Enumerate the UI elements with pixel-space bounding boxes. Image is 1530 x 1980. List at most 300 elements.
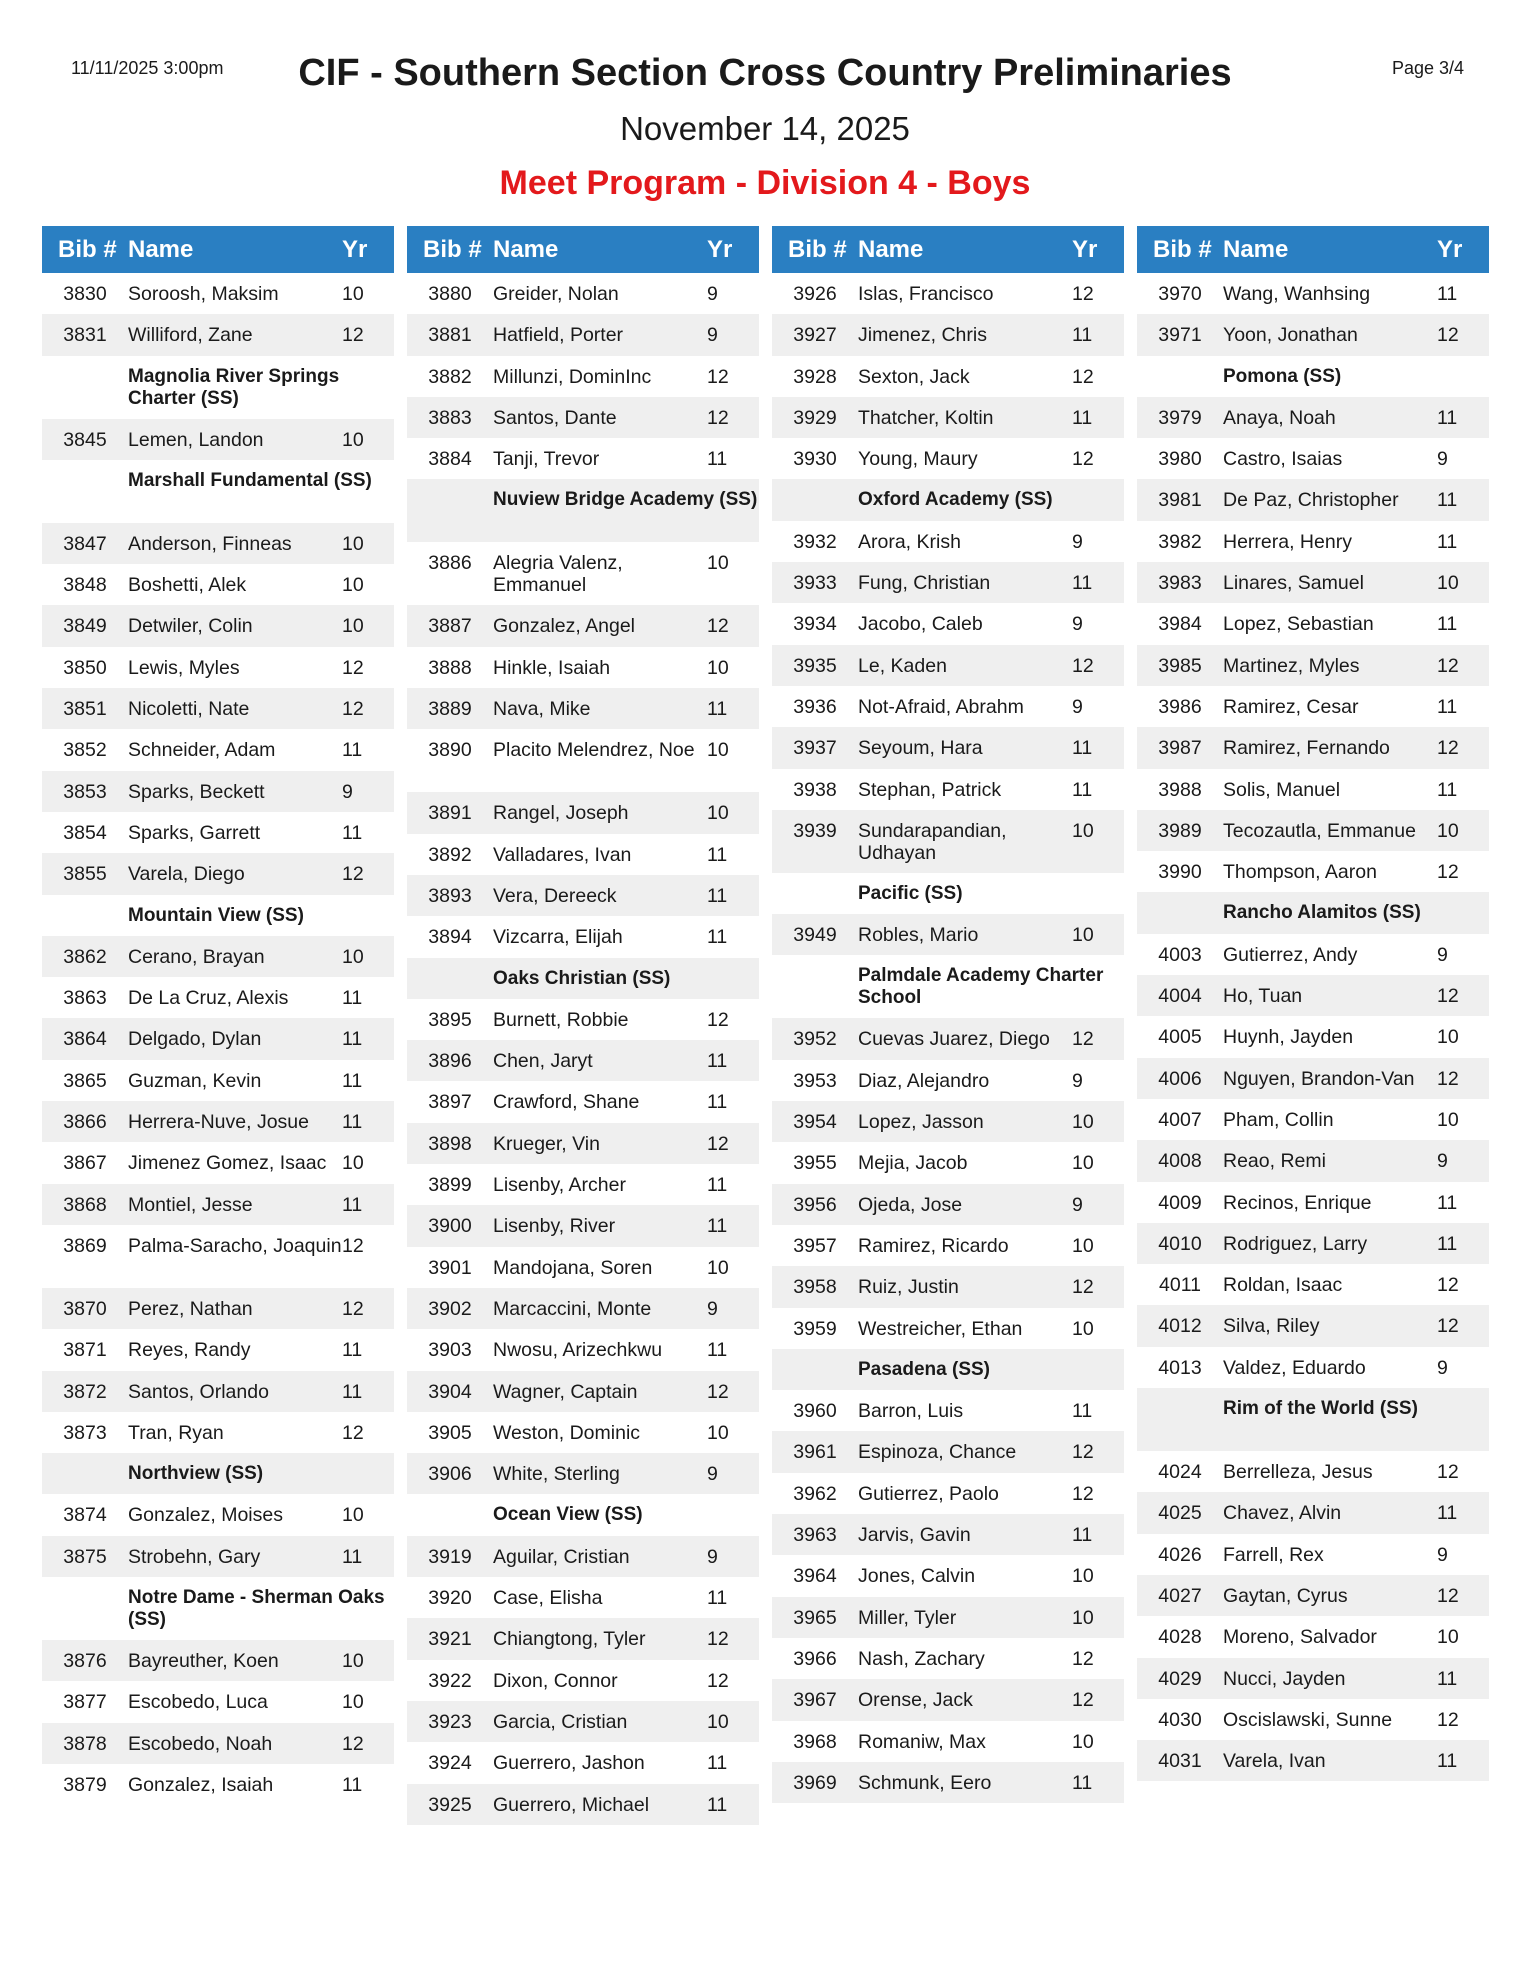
athlete-name: Varela, Diego [128,863,245,886]
athlete-name: Millunzi, DominInc [493,365,652,388]
grade-year: 12 [1072,365,1094,388]
team-heading-row [407,1494,759,1535]
athlete-row [42,1494,394,1535]
athlete-name: Martinez, Myles [1223,654,1360,677]
team-name: Marshall Fundamental (SS) [128,469,372,491]
bib-number: 3863 [63,987,107,1010]
bib-number: 3879 [63,1773,107,1796]
athlete-row [42,647,394,688]
athlete-row [1137,1182,1489,1223]
grade-year: 12 [1437,861,1459,884]
athlete-name: Escobedo, Luca [128,1691,268,1714]
team-heading-row [1137,892,1489,933]
athlete-row [1137,438,1489,479]
athlete-row [1137,521,1489,562]
bib-number: 3980 [1158,448,1202,471]
grade-year: 12 [707,1380,729,1403]
athlete-row [1137,1699,1489,1740]
athlete-name: Krueger, Vin [493,1132,600,1155]
bib-number: 3870 [63,1297,107,1320]
bib-number: 3936 [793,695,837,718]
team-name: Mountain View (SS) [128,904,304,926]
team-heading-row [42,1577,394,1640]
grade-year: 10 [342,945,364,968]
grade-year: 12 [1437,1274,1459,1297]
athlete-name: Robles, Mario [858,924,979,947]
grade-year: 9 [1072,613,1083,636]
athlete-row [1137,851,1489,892]
bib-number: 3896 [428,1050,472,1073]
grade-year: 11 [707,926,728,949]
athlete-name: De La Cruz, Alexis [128,987,289,1010]
athlete-row [1137,1140,1489,1181]
grade-year: 9 [707,1463,718,1486]
grade-year: 12 [1072,1028,1094,1051]
athlete-row [407,273,759,314]
athlete-row [42,1018,394,1059]
header-bib: Bib # [788,235,847,263]
bib-number: 3865 [63,1069,107,1092]
athlete-row [1137,934,1489,975]
bib-number: 3864 [63,1028,107,1051]
grade-year: 10 [1072,1730,1094,1753]
bib-number: 3906 [428,1463,472,1486]
grade-year: 10 [1072,1565,1094,1588]
grade-year: 10 [1072,1111,1094,1134]
athlete-row [407,1536,759,1577]
bib-number: 3979 [1158,406,1202,429]
team-name: Ocean View (SS) [493,1504,643,1526]
grade-year: 11 [1437,613,1458,636]
bib-number: 3880 [428,283,472,305]
athlete-row [1137,1016,1489,1057]
header-name: Name [493,235,559,263]
grade-year: 12 [1437,324,1459,347]
athlete-row [772,1142,1124,1183]
meet-date: November 14, 2025 [620,110,910,147]
bib-number: 3862 [63,945,107,968]
athlete-row [42,1101,394,1142]
athlete-name: Ramirez, Fernando [1223,737,1390,760]
grade-year: 12 [1437,1315,1459,1338]
athlete-row [42,771,394,812]
athlete-row [772,397,1124,438]
header-name: Name [1223,235,1289,263]
entries-column [1137,226,1489,1781]
athlete-row [772,1184,1124,1225]
grade-year: 11 [1072,737,1093,760]
athlete-row [772,273,1124,314]
bib-number: 3891 [428,802,472,825]
athlete-row [407,647,759,688]
bib-number: 3853 [63,780,107,803]
bib-number: 3932 [793,530,837,553]
athlete-row [772,769,1124,810]
bib-number: 3866 [63,1111,107,1134]
grade-year: 10 [342,615,364,638]
grade-year: 11 [707,1215,728,1238]
athlete-name: White, Sterling [493,1463,620,1486]
bib-number: 4009 [1158,1191,1202,1214]
athlete-name: Anderson, Finneas [128,532,292,555]
athlete-name: Hatfield, Porter [493,324,624,347]
athlete-name: Nwosu, Arizechkwu [493,1339,663,1362]
grade-year: 12 [707,615,729,638]
athlete-row [407,1081,759,1122]
athlete-row [772,1597,1124,1638]
athlete-row [1137,1534,1489,1575]
bib-number: 3868 [63,1193,107,1216]
athlete-name: Jimenez, Chris [858,324,987,347]
athlete-row [1137,810,1489,851]
bib-number: 3919 [428,1545,472,1568]
athlete-row [1137,273,1489,314]
bib-number: 4012 [1158,1315,1202,1338]
bib-number: 4026 [1158,1543,1202,1566]
athlete-name: Ho, Tuan [1223,985,1303,1008]
bib-number: 3847 [63,532,107,555]
athlete-name: Pham, Collin [1223,1108,1334,1131]
athlete-name: Dixon, Connor [493,1669,618,1692]
bib-number: 3831 [63,324,107,347]
athlete-row [407,1164,759,1205]
bib-number: 4006 [1158,1067,1202,1090]
athlete-row [407,1577,759,1618]
grade-year: 10 [1072,924,1094,947]
bib-number: 3897 [428,1091,472,1114]
grade-year: 10 [707,802,729,825]
bib-number: 3903 [428,1339,472,1362]
athlete-name: Guerrero, Michael [493,1793,650,1816]
team-name: Pomona (SS) [1223,365,1342,387]
bib-number: 3925 [428,1793,472,1816]
team-name: Rancho Alamitos (SS) [1223,902,1421,924]
header-bib: Bib # [1153,235,1212,263]
bib-number: 3887 [428,615,472,638]
athlete-row [772,1721,1124,1762]
athlete-name: Nicoletti, Nate [128,698,250,721]
athlete-row [42,1764,394,1805]
bib-number: 3986 [1158,695,1202,718]
grade-year: 11 [342,1545,363,1568]
athlete-name: Greider, Nolan [493,283,619,305]
athlete-row [772,1431,1124,1472]
bib-number: 3952 [793,1028,837,1051]
grade-year: 10 [707,552,729,575]
athlete-name: Bayreuther, Koen [128,1650,279,1673]
grade-year: 9 [1437,1150,1448,1173]
bib-number: 4027 [1158,1584,1202,1607]
grade-year: 10 [1072,1234,1094,1257]
header-name: Name [858,235,924,263]
grade-year: 9 [1437,1543,1448,1566]
grade-year: 12 [1437,737,1459,760]
athlete-row [42,564,394,605]
athlete-row [407,1371,759,1412]
athlete-name: Roldan, Isaac [1223,1274,1343,1297]
grade-year: 11 [1437,778,1458,801]
athlete-name: Islas, Francisco [858,283,994,305]
bib-number: 3850 [63,656,107,679]
team-heading-row [772,873,1124,914]
grade-year: 11 [342,1339,363,1362]
bib-number: 3852 [63,739,107,762]
grade-year: 10 [1072,1317,1094,1340]
athlete-name: Garcia, Cristian [493,1710,628,1733]
table-header [42,226,394,273]
athlete-name: Tanji, Trevor [493,448,600,471]
grade-year: 12 [342,863,364,886]
athlete-row [1137,975,1489,1016]
athlete-name: Silva, Riley [1223,1315,1320,1338]
bib-number: 3967 [793,1689,837,1712]
bib-number: 3890 [428,739,472,762]
athlete-row [407,438,759,479]
grade-year: 9 [1072,1069,1083,1092]
athlete-row [407,542,759,605]
grade-year: 9 [707,324,718,347]
athlete-row [42,1723,394,1764]
athlete-name: Ramirez, Cesar [1223,695,1359,718]
athlete-row [407,999,759,1040]
athlete-row [772,1514,1124,1555]
team-name: Magnolia River Springs Charter (SS) [128,365,340,409]
bib-number: 3949 [793,924,837,947]
athlete-name: Le, Kaden [858,654,947,677]
bib-number: 3939 [793,819,837,842]
athlete-name: Ojeda, Jose [858,1193,963,1216]
athlete-name: Herrera-Nuve, Josue [128,1111,309,1134]
athlete-name: Gonzalez, Angel [493,615,636,638]
bib-number: 3877 [63,1691,107,1714]
bib-number: 3923 [428,1710,472,1733]
bib-number: 3954 [793,1111,837,1134]
athlete-row [407,1453,759,1494]
page-title: CIF - Southern Section Cross Country Preliminaries [298,52,1232,94]
grade-year: 11 [1072,1524,1093,1547]
athlete-row [772,1390,1124,1431]
grade-year: 11 [707,1752,728,1775]
athlete-name: Rodriguez, Larry [1223,1232,1368,1255]
bib-number: 3962 [793,1482,837,1505]
athlete-row [42,853,394,894]
athlete-row [1137,769,1489,810]
bib-number: 3902 [428,1297,472,1320]
bib-number: 3953 [793,1069,837,1092]
bib-number: 3964 [793,1565,837,1588]
bib-number: 3959 [793,1317,837,1340]
grade-year: 12 [707,1628,729,1651]
athlete-row [1137,1347,1489,1388]
grade-year: 11 [1437,1502,1458,1525]
grade-year: 11 [342,1111,363,1134]
athlete-name: Moreno, Salvador [1223,1626,1377,1649]
grade-year: 12 [1437,1584,1459,1607]
athlete-row [407,875,759,916]
grade-year: 10 [707,656,729,679]
grade-year: 10 [707,1256,729,1279]
bib-number: 3855 [63,863,107,886]
athlete-name: Jimenez Gomez, Isaac [128,1152,327,1175]
bib-number: 3971 [1158,324,1202,347]
bib-number: 3875 [63,1545,107,1568]
athlete-row [407,1660,759,1701]
athlete-name: Thompson, Aaron [1223,861,1377,884]
header-yr: Yr [1437,235,1463,263]
athlete-row [772,914,1124,955]
grade-year: 12 [707,1669,729,1692]
bib-number: 3938 [793,778,837,801]
athlete-name: Miller, Tyler [858,1606,957,1629]
athlete-row [407,729,759,792]
athlete-name: Young, Maury [858,448,978,471]
grade-year: 11 [1072,572,1093,595]
athlete-name: Castro, Isaias [1223,448,1343,471]
athlete-name: Berrelleza, Jesus [1223,1461,1373,1484]
athlete-name: Sparks, Garrett [128,821,261,844]
athlete-row [772,727,1124,768]
athlete-name: Wagner, Captain [493,1380,638,1403]
athlete-name: Gonzalez, Moises [128,1504,283,1527]
grade-year: 12 [342,656,364,679]
athlete-name: Schneider, Adam [128,739,276,762]
table-header [407,226,759,273]
athlete-name: Espinoza, Chance [858,1441,1017,1464]
athlete-name: Ramirez, Ricardo [858,1234,1009,1257]
athlete-row [407,792,759,833]
bib-number: 4010 [1158,1232,1202,1255]
team-name: Pacific (SS) [858,882,963,904]
grade-year: 12 [342,1234,364,1257]
grade-year: 10 [342,1504,364,1527]
team-name: Notre Dame - Sherman Oaks (SS) [128,1587,385,1631]
grade-year: 12 [342,324,364,347]
grade-year: 11 [707,1793,728,1816]
team-name: Rim of the World (SS) [1223,1398,1418,1420]
athlete-row [772,1638,1124,1679]
athlete-name: Lopez, Sebastian [1223,613,1374,636]
athlete-row [42,523,394,564]
bib-number: 3985 [1158,654,1202,677]
grade-year: 11 [342,1773,363,1796]
athlete-name: Mejia, Jacob [858,1152,968,1175]
bib-number: 3895 [428,1008,472,1031]
team-name: Oaks Christian (SS) [493,967,671,989]
grade-year: 10 [342,428,364,451]
athlete-name: Mandojana, Soren [493,1256,653,1279]
athlete-name: Alegria Valenz, Emmanuel [493,552,623,597]
athlete-row [407,834,759,875]
athlete-name: Farrell, Rex [1223,1543,1324,1566]
athlete-name: Sexton, Jack [858,365,970,388]
athlete-name: Oscislawski, Sunne [1223,1708,1393,1731]
grade-year: 10 [1437,819,1459,842]
team-heading-row [42,356,394,419]
bib-number: 3955 [793,1152,837,1175]
grade-year: 11 [1437,489,1458,512]
team-heading-row [772,479,1124,520]
grade-year: 12 [1437,1067,1459,1090]
athlete-row [772,1018,1124,1059]
athlete-name: Soroosh, Maksim [128,283,279,305]
athlete-row [407,1784,759,1825]
grade-year: 10 [707,739,729,762]
athlete-name: Wang, Wanhsing [1223,283,1371,305]
athlete-name: Hinkle, Isaiah [493,656,611,679]
grade-year: 11 [707,1174,728,1197]
bib-number: 3892 [428,843,472,866]
grade-year: 9 [342,780,353,803]
bib-number: 4031 [1158,1750,1202,1773]
bib-number: 3873 [63,1421,107,1444]
athlete-row [42,977,394,1018]
bib-number: 3983 [1158,572,1202,595]
bib-number: 3926 [793,283,837,305]
bib-number: 4004 [1158,985,1202,1008]
bib-number: 3957 [793,1234,837,1257]
athlete-name: Boshetti, Alek [128,574,247,597]
athlete-row [1137,1616,1489,1657]
athlete-name: Chiangtong, Tyler [493,1628,646,1651]
bib-number: 3929 [793,406,837,429]
athlete-name: Guerrero, Jashon [493,1752,645,1775]
athlete-name: De Paz, Christopher [1223,489,1399,512]
bib-number: 3982 [1158,530,1202,553]
athlete-row [407,1247,759,1288]
grade-year: 11 [1072,1400,1093,1423]
team-name: Nuview Bridge Academy (SS) [493,489,758,511]
team-heading-row [407,958,759,999]
grade-year: 11 [1437,1750,1458,1773]
grade-year: 10 [342,532,364,555]
bib-number: 4029 [1158,1667,1202,1690]
athlete-name: Sparks, Beckett [128,780,265,803]
bib-number: 3990 [1158,861,1202,884]
athlete-row [42,1329,394,1370]
entries-column [407,226,759,1825]
athlete-name: Westreicher, Ethan [858,1317,1023,1340]
athlete-row [42,314,394,355]
grade-year: 12 [1072,654,1094,677]
athlete-name: Fung, Christian [858,572,991,595]
bib-number: 3845 [63,428,107,451]
bib-number: 4011 [1159,1274,1201,1297]
athlete-name: Thatcher, Koltin [858,406,994,429]
athlete-name: Williford, Zane [128,324,253,347]
grade-year: 11 [1072,324,1093,347]
team-heading-row [772,955,1124,1018]
athlete-name: Burnett, Robbie [493,1008,629,1031]
grade-year: 10 [1437,572,1459,595]
grade-year: 10 [707,1710,729,1733]
athlete-row [42,1640,394,1681]
grade-year: 10 [1437,1626,1459,1649]
athlete-row [1137,603,1489,644]
athlete-row [1137,727,1489,768]
athlete-row [772,603,1124,644]
athlete-name: Vizcarra, Elijah [493,926,623,949]
bib-number: 3988 [1158,778,1202,801]
bib-number: 3849 [63,615,107,638]
bib-number: 3934 [793,613,837,636]
athlete-name: Weston, Dominic [493,1421,641,1444]
grade-year: 11 [342,987,363,1010]
bib-number: 3883 [428,406,472,429]
bib-number: 3960 [793,1400,837,1423]
grade-year: 12 [707,365,729,388]
athlete-name: Nucci, Jayden [1223,1667,1346,1690]
athlete-row [407,916,759,957]
